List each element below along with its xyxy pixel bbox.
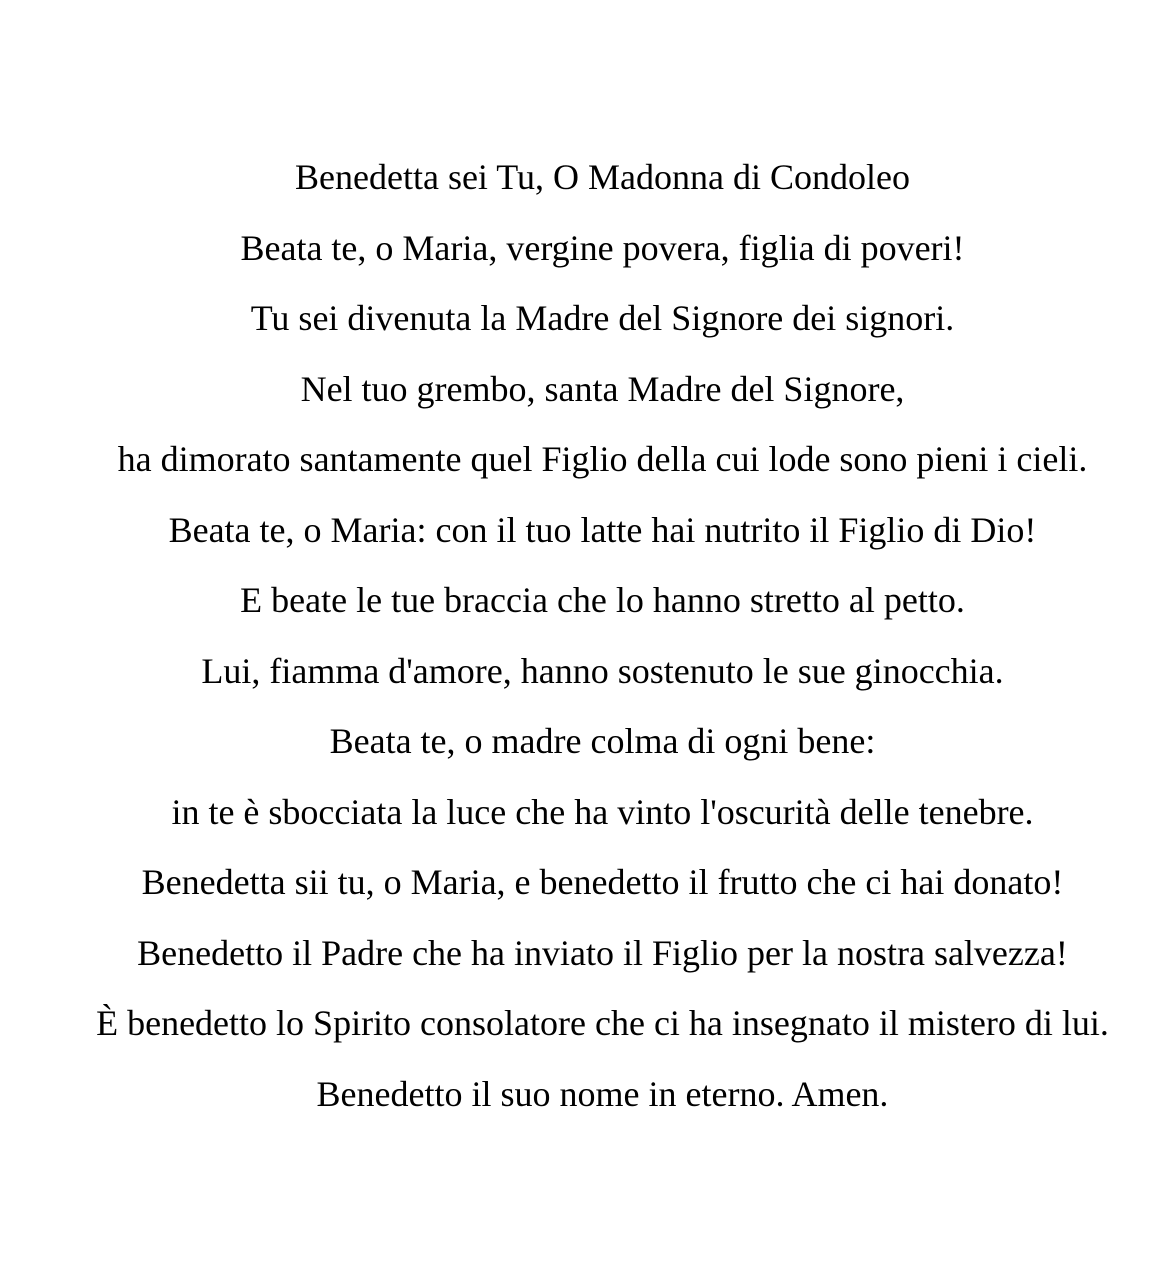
prayer-line-9: Beata te, o madre colma di ogni bene:: [329, 721, 876, 761]
prayer-line-5: ha dimorato santamente quel Figlio della cui lode sono pieni i cieli.: [117, 439, 1088, 479]
prayer-line-10: in te è sbocciata la luce che ha vinto l'oscurità delle tenebre.: [171, 791, 1034, 832]
prayer-line-4: Nel tuo grembo, santa Madre del Signore,: [300, 368, 905, 409]
prayer-line-2: Beata te, o Maria, vergine povera, figlia di poveri!: [240, 227, 965, 268]
prayer-line-6: Beata te, o Maria: con il tuo latte hai nutrito il Figlio di Dio!: [168, 509, 1037, 550]
prayer-text: [0, 142, 1169, 1129]
prayer-line-3: Tu sei divenuta la Madre del Signore dei signori.: [250, 298, 955, 338]
prayer-line-7: E beate le tue braccia che lo hanno stretto al petto.: [240, 580, 965, 620]
prayer-line-8: Lui, fiamma d'amore, hanno sostenuto le sue ginocchia.: [201, 650, 1004, 691]
prayer-line-11: Benedetta sii tu, o Maria, e benedetto il frutto che ci hai donato!: [141, 862, 1064, 902]
prayer-line-14: Benedetto il suo nome in eterno. Amen.: [316, 1073, 889, 1114]
prayer-line-12: Benedetto il Padre che ha inviato il Figlio per la nostra salvezza!: [137, 932, 1068, 973]
prayer-line-1: Benedetta sei Tu, O Madonna di Condoleo: [295, 157, 910, 197]
prayer-line-13: È benedetto lo Spirito consolatore che ci ha insegnato il mistero di lui.: [96, 1003, 1109, 1043]
